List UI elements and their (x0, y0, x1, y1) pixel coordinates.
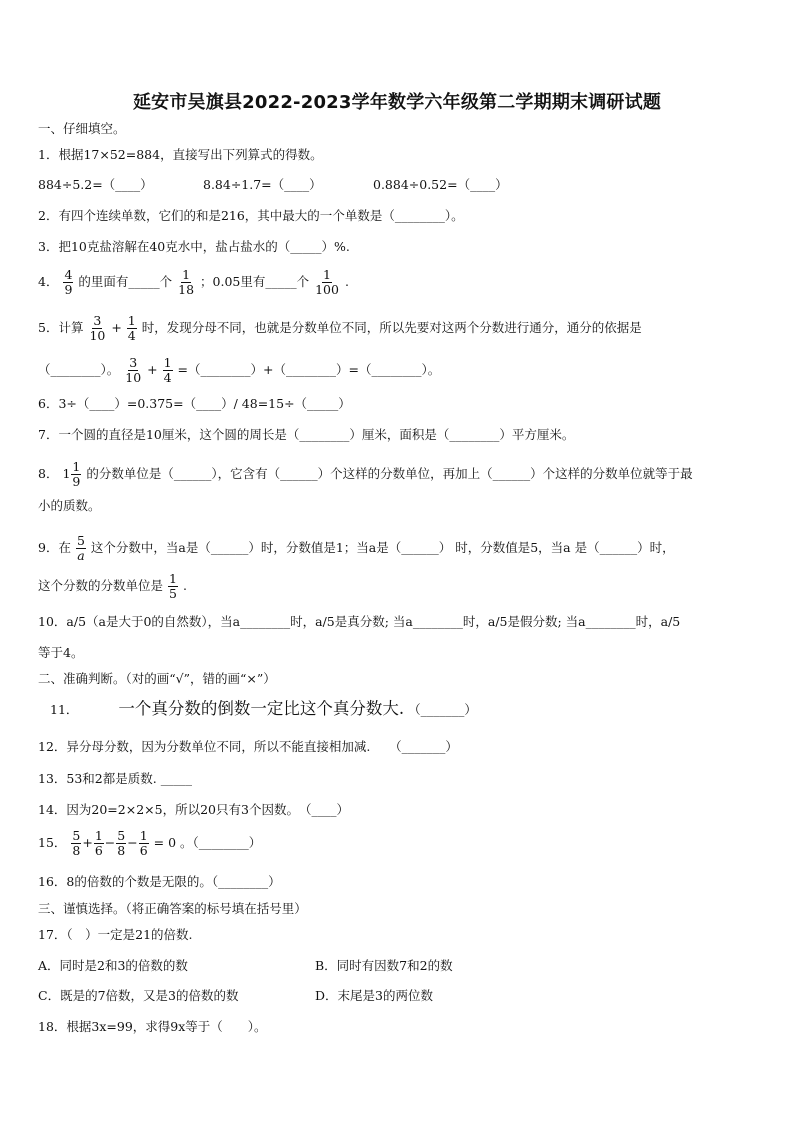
fraction-numerator: 5 (72, 828, 81, 843)
fraction-1-100 (314, 268, 340, 297)
question-11-text: 一个真分数的倒数一定比这个真分数大. (118, 699, 405, 718)
option-a: A．同时是2和3的倍数的数 (38, 958, 188, 973)
fraction-1-4 (127, 314, 137, 343)
question-17-stem: 17．（ ）一定是21的倍数. (38, 927, 193, 942)
fraction-denominator: 100 (315, 282, 339, 297)
question-9-line-2 (38, 572, 187, 601)
fraction-5-8 (71, 829, 81, 858)
fraction-numerator: 1 (163, 355, 172, 370)
fraction-numerator: 3 (129, 355, 138, 370)
fraction-denominator: 8 (72, 843, 81, 858)
question-1: 1．根据17×52=884，直接写出下列算式的得数。 (38, 147, 323, 162)
fraction-numerator: 1 (323, 267, 331, 282)
question-8-number: 8． (38, 466, 59, 481)
question-4 (38, 268, 349, 297)
question-9-text: 这个分数中，当a是（______）时，分数值是1；当a是（______） 时，分数值是5，当a 是（______）时， (90, 540, 675, 555)
fraction-numerator: 1 (169, 571, 177, 586)
question-4-text-3: . (344, 274, 349, 289)
fraction-denominator: 6 (139, 843, 148, 858)
fraction-denominator: 6 (94, 843, 103, 858)
fraction-1-6 (94, 829, 104, 858)
fraction-numerator: 4 (64, 267, 73, 282)
fraction-numerator: 1 (72, 459, 81, 474)
section-1-heading: 一、仔细填空。 (38, 121, 126, 136)
operator: + (82, 835, 93, 850)
section-3-heading: 三、谨慎选择。（将正确答案的标号填在括号里） (38, 901, 307, 916)
question-5-equation: =（________）+（________）=（________）。 (177, 362, 441, 377)
fraction-1-18 (177, 268, 195, 297)
operator: − (104, 835, 116, 850)
question-13: 13．53和2都是质数. _____ (38, 771, 192, 786)
fraction-numerator: 3 (93, 313, 102, 328)
question-11-blank: （_______） (408, 702, 477, 717)
fraction-4-9 (63, 268, 73, 297)
fraction-denominator: 8 (117, 843, 126, 858)
question-4-text-1: 的里面有_____个 (78, 274, 173, 289)
fraction-denominator: 10 (125, 370, 142, 385)
fraction-numerator: 1 (127, 313, 136, 328)
plus-sign: + (147, 362, 158, 377)
question-5-line-2 (38, 356, 440, 385)
question-8-line-1 (38, 460, 693, 489)
operator: − (127, 835, 138, 850)
question-5-line-1 (38, 314, 642, 343)
question-15-number: 15． (38, 835, 67, 850)
question-15-text: = 0 。（________） (153, 835, 262, 850)
question-4-text-2: ；0.05里有_____个 (200, 274, 310, 289)
fraction-denominator: 4 (163, 370, 172, 385)
plus-sign: + (111, 320, 122, 335)
question-18: 18．根据3x=99，求得9x等于（ ）。 (38, 1019, 267, 1034)
option-d: D．末尾是3的两位数 (315, 988, 433, 1003)
option-c: C．既是的7倍数，又是3的倍数的数 (38, 988, 239, 1003)
question-11 (50, 700, 477, 719)
question-6: 6．3÷（____）=0.375=（____）/ 48=15÷（_____） (38, 396, 351, 411)
fraction-denominator: 18 (178, 282, 195, 297)
question-15 (38, 829, 261, 858)
fraction-5-8 (116, 829, 126, 858)
fraction-denominator: 9 (64, 282, 73, 297)
question-10-line-1: 10．a/5（a是大于0的自然数），当a________时，a/5是真分数; 当a________时，a/5是假分数; 当a________时，a/5 (38, 614, 681, 629)
question-1-part-c: 0.884÷0.52=（____） (373, 177, 508, 192)
question-5-number: 5．计算 (38, 320, 84, 335)
question-7: 7．一个圆的直径是10厘米，这个圆的周长是（________）厘米，面积是（________）平方厘米。 (38, 427, 575, 442)
question-4-number: 4． (38, 274, 59, 289)
question-9-end: . (182, 578, 187, 593)
question-5-text: 时，发现分母不同，也就是分数单位不同，所以先要对这两个分数进行通分，通分的依据是 (141, 320, 642, 335)
fraction-1-4 (163, 356, 173, 385)
question-9-text-2: 这个分数的分数单位是 (38, 578, 164, 593)
mixed-number-whole: 1 (62, 466, 71, 481)
fraction-3-10 (124, 356, 142, 385)
fraction-denominator: 4 (127, 328, 136, 343)
question-9-number: 9．在 (38, 540, 71, 555)
fraction-numerator: 1 (182, 267, 191, 282)
fraction-numerator: 5 (117, 828, 126, 843)
question-5-blank-1: （________）。 (38, 362, 120, 377)
fraction-denominator: 5 (169, 586, 177, 601)
fraction-denominator: a (77, 548, 85, 563)
question-3: 3．把10克盐溶解在40克水中，盐占盐水的（_____）%. (38, 239, 350, 254)
fraction-numerator: 1 (94, 828, 103, 843)
question-8-text: 的分数单位是（______），它含有（______）个这样的分数单位，再加上（______）个这样的分数单位就等于最 (86, 466, 693, 481)
question-8-line-2: 小的质数。 (38, 498, 101, 513)
question-9-line-1 (38, 534, 675, 563)
question-10-line-2: 等于4。 (38, 645, 84, 660)
question-14: 14．因为20=2×2×5，所以20只有3个因数。 （____） (38, 802, 349, 817)
question-1-part-b: 8.84÷1.7=（____） (203, 177, 322, 192)
section-2-heading: 二、准确判断。（对的画“√”，错的画“×”） (38, 671, 276, 686)
question-16: 16．8的倍数的个数是无限的。（________） (38, 874, 281, 889)
question-1-part-a: 884÷5.2=（____） (38, 177, 153, 192)
option-b: B．同时有因数7和2的数 (315, 958, 453, 973)
fraction-numerator: 5 (76, 533, 85, 548)
question-11-number: 11． (50, 702, 79, 717)
fraction-denominator: 10 (89, 328, 106, 343)
fraction-denominator: 9 (72, 474, 81, 489)
fraction-1-9 (71, 460, 81, 489)
fraction-5-a (76, 534, 86, 563)
question-12: 12．异分母分数，因为分数单位不同，所以不能直接相加减. （_______） (38, 739, 458, 754)
fraction-1-5 (168, 572, 178, 601)
fraction-numerator: 1 (139, 828, 148, 843)
fraction-1-6 (139, 829, 149, 858)
question-2: 2．有四个连续单数，它们的和是216，其中最大的一个单数是（________）。 (38, 208, 464, 223)
fraction-3-10 (88, 314, 106, 343)
page-title: 延安市吴旗县2022-2023学年数学六年级第二学期期末调研试题 (132, 92, 662, 113)
